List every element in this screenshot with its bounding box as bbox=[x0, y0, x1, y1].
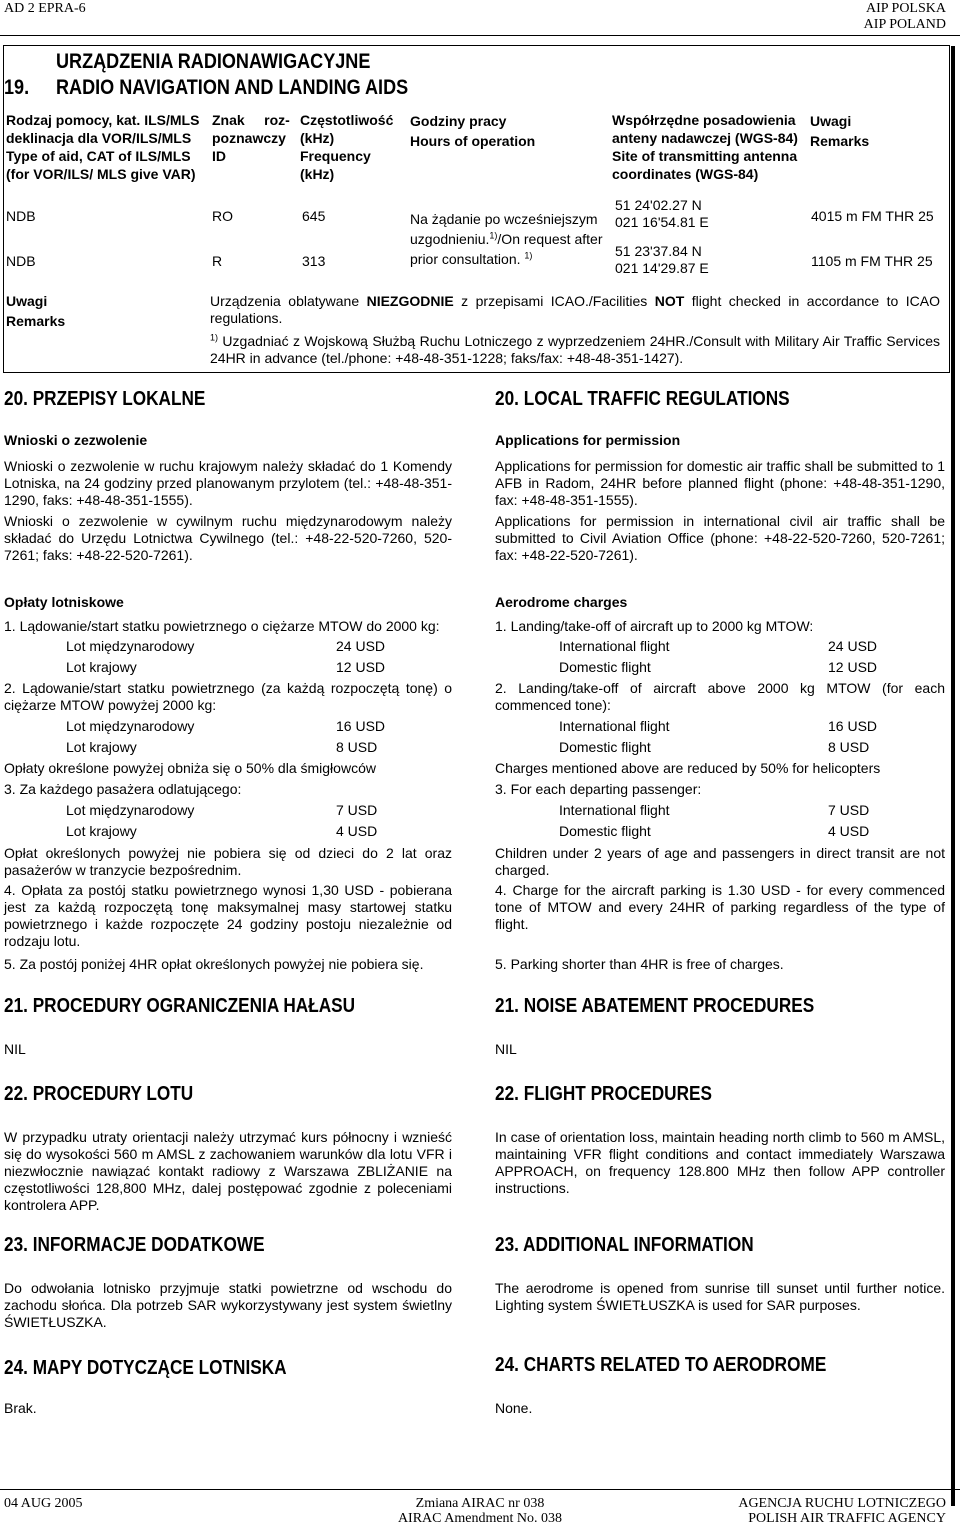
helicopter-note-en: Charges mentioned above are reduced by 50% for helicopters bbox=[495, 760, 881, 776]
remarks-label-line: Uwagi bbox=[6, 293, 48, 309]
section22-text-pl: W przypadku utraty orientacji należy utrzymać kurs północny i wznieść się do wysokości 560 m AMSL z zachowaniem warunków dla lotu VFR i niezwłocznie nawiązać kontakt radiowy z Warszawa ZBLIŻANIE na częstotliwości 128,800 MHz, dalej postępować zgodnie z poleceniami kontrolera APP. bbox=[4, 1129, 452, 1213]
fee-4-pl: 4. Opłata za postój statku powietrznego wynosi 1,30 USD - pobierana jest za każdą rozpoczętą tonę maksymalnej masy startowej statku powietrznego i każde rozpoczęte 24 godziny postoju niezależnie od rodzaju lotu. bbox=[4, 882, 452, 949]
section24-text-pl: Brak. bbox=[4, 1400, 37, 1416]
fee-2a-value-pl: 16 USD bbox=[336, 718, 386, 734]
remark-text: Urządzenia oblatywane bbox=[210, 293, 367, 309]
fee-1a-value-en: 24 USD bbox=[828, 638, 878, 654]
permission-heading-en: Applications for permission bbox=[495, 432, 681, 448]
publisher-en: AIP POLAND bbox=[863, 17, 946, 32]
col-header-line: deklinacja dla VOR/ILS/MLS bbox=[6, 130, 192, 146]
col-header-line: anteny nadawczej (WGS-84) bbox=[612, 130, 798, 146]
row1-longitude: 021 16'54.81 E bbox=[615, 214, 709, 230]
section19-number: 19. bbox=[4, 76, 30, 99]
permission-para-2-pl: Wnioski o zezwolenie w cywilnym ruchu międzynarodowym należy składać do Urzędu Lotnictwa Cywilnego (tel.: +48-22-520-7260, 520-7261; faks: +48-22-520-7261). bbox=[4, 513, 452, 563]
fee-3b-value-en: 4 USD bbox=[828, 823, 870, 839]
permission-para-1-en: Applications for permission for domestic air traffic shall be submitted to 1 AFB in Radom, 24HR before planned flight (phone: +48-48-351-1290, fax: +48-48-351-1555). bbox=[495, 458, 945, 508]
section22-text-en: In case of orientation loss, maintain heading north climb to 560 m AMSL, maintaining VFR flight conditions and contact immediately Warszawa APPROACH, on frequency 128.800 MHz then follow APP controller instructions. bbox=[495, 1129, 945, 1196]
publisher-pl: AIP POLSKA bbox=[866, 1, 946, 16]
fee-3b-value-pl: 4 USD bbox=[336, 823, 378, 839]
footer-agency-en: POLISH AIR TRAFFIC AGENCY bbox=[748, 1511, 946, 1526]
footer-rule bbox=[0, 1489, 960, 1490]
footer-date: 04 AUG 2005 bbox=[4, 1496, 83, 1511]
fee-1b-label-en: Domestic flight bbox=[559, 659, 651, 675]
row2-remarks: 1105 m FM THR 25 bbox=[811, 253, 933, 269]
col-header-line: Znak roz- bbox=[212, 112, 290, 128]
permission-para-1-pl: Wnioski o zezwolenie w ruchu krajowym należy składać do 1 Komendy Lotniska, na 24 godziny przed planowanym przylotem (tel.: +48-48-351-1290, faks: +48-48-351-1555). bbox=[4, 458, 452, 508]
col-header-line: Frequency bbox=[300, 148, 371, 164]
section24-text-en: None. bbox=[495, 1400, 533, 1416]
section21-heading-pl: 21. PROCEDURY OGRANICZENIA HAŁASU bbox=[4, 995, 356, 1017]
row1-type: NDB bbox=[6, 208, 36, 224]
fee-1a-value-pl: 24 USD bbox=[336, 638, 386, 654]
col-header-line: Rodzaj pomocy, kat. ILS/MLS bbox=[6, 112, 200, 128]
fee-1-en: 1. Landing/take-off of aircraft up to 2000 kg MTOW: bbox=[495, 618, 814, 634]
col-header-line: Godziny pracy bbox=[410, 113, 507, 129]
permission-heading-pl: Wnioski o zezwolenie bbox=[4, 432, 148, 448]
section21-text-en: NIL bbox=[495, 1041, 517, 1057]
hours-text: /On request after bbox=[497, 231, 603, 247]
row1-frequency: 645 bbox=[302, 208, 326, 224]
fee-2b-label-en: Domestic flight bbox=[559, 739, 651, 755]
page-side-bar bbox=[951, 46, 955, 1506]
col-header-line: (for VOR/ILS/ MLS give VAR) bbox=[6, 166, 196, 182]
col-header-type bbox=[6, 111, 204, 183]
col-header-line: (kHz) bbox=[300, 166, 335, 182]
section23-heading-en: 23. ADDITIONAL INFORMATION bbox=[495, 1234, 754, 1256]
col-header-line: Częstotliwość bbox=[300, 112, 394, 128]
remark-emphasis: NOT bbox=[654, 293, 685, 309]
charges-heading-en: Aerodrome charges bbox=[495, 594, 628, 610]
section21-text-pl: NIL bbox=[4, 1041, 26, 1057]
hours-text: prior consultation. bbox=[410, 251, 521, 267]
fee-2-en: 2. Landing/take-off of aircraft above 2000 kg MTOW (for each commenced tone): bbox=[495, 680, 945, 713]
row2-type: NDB bbox=[6, 253, 36, 269]
col-header-line: Remarks bbox=[810, 133, 870, 149]
row1-id: RO bbox=[212, 208, 233, 224]
fee-1b-label-pl: Lot krajowy bbox=[66, 659, 137, 675]
fee-3b-label-pl: Lot krajowy bbox=[66, 823, 137, 839]
section19-title-en: RADIO NAVIGATION AND LANDING AIDS bbox=[56, 76, 409, 99]
hours-line: Na żądanie po wcześniejszym bbox=[410, 211, 598, 227]
hours-line bbox=[410, 229, 610, 249]
col-header-line: Uwagi bbox=[810, 113, 852, 129]
fee-2-pl: 2. Lądowanie/start statku powietrznego (za każdą rozpoczętą tonę) o ciężarze MTOW powyżej 2000 kg: bbox=[4, 680, 452, 713]
section24-heading-en: 24. CHARTS RELATED TO AERODROME bbox=[495, 1354, 827, 1376]
col-header-line: Type of aid, CAT of ILS/MLS bbox=[6, 148, 191, 164]
col-header-coordinates bbox=[612, 111, 808, 183]
footer-amendment-pl: Zmiana AIRAC nr 038 bbox=[415, 1496, 545, 1511]
section23-text-pl: Do odwołania lotnisko przyjmuje statki powietrzne od wschodu do zachodu słońca. Dla potrzeb SAR wykorzystywany jest system świetlny ŚWIETŁUSZKA. bbox=[4, 1280, 452, 1330]
col-header-line: coordinates (WGS-84) bbox=[612, 166, 759, 182]
section20-heading-pl: 20. PRZEPISY LOKALNE bbox=[4, 388, 206, 410]
fee-5-pl: 5. Za postój poniżej 4HR opłat określonych powyżej nie pobiera się. bbox=[4, 956, 424, 972]
hours-line bbox=[410, 249, 610, 269]
fee-2a-label-en: International flight bbox=[559, 718, 670, 734]
fee-1a-label-pl: Lot międzynarodowy bbox=[66, 638, 195, 654]
section22-heading-en: 22. FLIGHT PROCEDURES bbox=[495, 1083, 712, 1105]
col-header-id bbox=[212, 111, 292, 165]
helicopter-note-pl: Opłaty określone powyżej obniża się o 50% dla śmigłowców bbox=[4, 760, 376, 776]
remarks-label-line: Remarks bbox=[6, 313, 66, 329]
col-header-hours bbox=[410, 111, 590, 151]
remark-text: z przepisami ICAO./Facilities bbox=[453, 293, 655, 309]
footnote-ref: 1) bbox=[210, 332, 219, 343]
fee-2b-value-pl: 8 USD bbox=[336, 739, 378, 755]
col-header-line: ID bbox=[212, 148, 226, 164]
fee-3b-label-en: Domestic flight bbox=[559, 823, 651, 839]
fee-2b-label-pl: Lot krajowy bbox=[66, 739, 137, 755]
section20-heading-en: 20. LOCAL TRAFFIC REGULATIONS bbox=[495, 388, 790, 410]
children-note-pl: Opłat określonych powyżej nie pobiera się od dzieci do 2 lat oraz pasażerów w tranzycie bezpośrednim. bbox=[4, 845, 452, 878]
doc-id: AD 2 EPRA-6 bbox=[4, 1, 86, 16]
remark-text: flight checked in accordance to ICAO regulations. bbox=[210, 293, 940, 326]
footer-amendment-en: AIRAC Amendment No. 038 bbox=[397, 1511, 563, 1526]
footer-agency-pl: AGENCJA RUCHU LOTNICZEGO bbox=[738, 1496, 946, 1511]
remark-text: Uzgadniać z Wojskową Służbą Ruchu Lotniczego z wyprzedzeniem 24HR./Consult with Military Air Traffic Services 24HR in advance (tel./phone: +48-48-351-1228; faks/fax: +48-48-351-1427). bbox=[210, 333, 940, 366]
section22-heading-pl: 22. PROCEDURY LOTU bbox=[4, 1083, 194, 1105]
row2-latitude: 51 23'37.84 N bbox=[615, 243, 702, 259]
header-rule bbox=[0, 35, 960, 36]
section23-text-en: The aerodrome is opened from sunrise till sunset until further notice. Lighting system ŚWIETŁUSZKA is used for SAR purposes. bbox=[495, 1280, 945, 1313]
fee-2a-value-en: 16 USD bbox=[828, 718, 878, 734]
remark-emphasis: NIEZGODNIE bbox=[366, 293, 454, 309]
fee-4-en: 4. Charge for the aircraft parking is 1.30 USD - for every commenced tone of MTOW and every 24HR of parking regardless of the type of flight. bbox=[495, 882, 945, 932]
fee-5-en: 5. Parking shorter than 4HR is free of charges. bbox=[495, 956, 784, 972]
footnote-ref: 1) bbox=[524, 250, 533, 261]
col-header-remarks bbox=[810, 111, 930, 151]
col-header-line: poznawczy bbox=[212, 130, 286, 146]
remark-1 bbox=[210, 293, 940, 327]
fee-3a-value-en: 7 USD bbox=[828, 802, 870, 818]
col-header-line: (kHz) bbox=[300, 130, 335, 146]
footnote-ref: 1) bbox=[489, 230, 498, 241]
fee-2a-label-pl: Lot międzynarodowy bbox=[66, 718, 195, 734]
fee-1-pl: 1. Lądowanie/start statku powietrznego o ciężarze MTOW do 2000 kg: bbox=[4, 618, 440, 634]
fee-1a-label-en: International flight bbox=[559, 638, 670, 654]
fee-3-en: 3. For each departing passenger: bbox=[495, 781, 702, 797]
permission-para-2-en: Applications for permission in international civil air traffic shall be submitted to Civil Aviation Office (phone: +48-22-520-7260, 520-7261; fax: +48-22-520-7261). bbox=[495, 513, 945, 563]
col-header-frequency bbox=[300, 111, 400, 183]
col-header-line: Współrzędne posadowienia bbox=[612, 112, 796, 128]
charges-heading-pl: Opłaty lotniskowe bbox=[4, 594, 124, 610]
col-header-line: Hours of operation bbox=[410, 133, 536, 149]
fee-1b-value-pl: 12 USD bbox=[336, 659, 386, 675]
section21-heading-en: 21. NOISE ABATEMENT PROCEDURES bbox=[495, 995, 815, 1017]
hours-of-operation bbox=[410, 209, 610, 269]
section24-heading-pl: 24. MAPY DOTYCZĄCE LOTNISKA bbox=[4, 1357, 287, 1379]
fee-3a-label-pl: Lot międzynarodowy bbox=[66, 802, 195, 818]
row1-latitude: 51 24'02.27 N bbox=[615, 197, 702, 213]
row2-id: R bbox=[212, 253, 223, 269]
remark-2 bbox=[210, 333, 940, 367]
remarks-label bbox=[6, 291, 86, 331]
fee-3a-label-en: International flight bbox=[559, 802, 670, 818]
fee-3a-value-pl: 7 USD bbox=[336, 802, 378, 818]
fee-1b-value-en: 12 USD bbox=[828, 659, 878, 675]
hours-text: uzgodnieniu. bbox=[410, 231, 490, 247]
fee-3-pl: 3. Za każdego pasażera odlatującego: bbox=[4, 781, 242, 797]
fee-2b-value-en: 8 USD bbox=[828, 739, 870, 755]
row2-frequency: 313 bbox=[302, 253, 326, 269]
section19-title-pl: URZĄDZENIA RADIONAWIGACYJNE bbox=[56, 50, 371, 73]
section23-heading-pl: 23. INFORMACJE DODATKOWE bbox=[4, 1234, 265, 1256]
row2-longitude: 021 14'29.87 E bbox=[615, 260, 709, 276]
col-header-line: Site of transmitting antenna bbox=[612, 148, 798, 164]
children-note-en: Children under 2 years of age and passengers in direct transit are not charged. bbox=[495, 845, 945, 878]
row1-remarks: 4015 m FM THR 25 bbox=[811, 208, 934, 224]
